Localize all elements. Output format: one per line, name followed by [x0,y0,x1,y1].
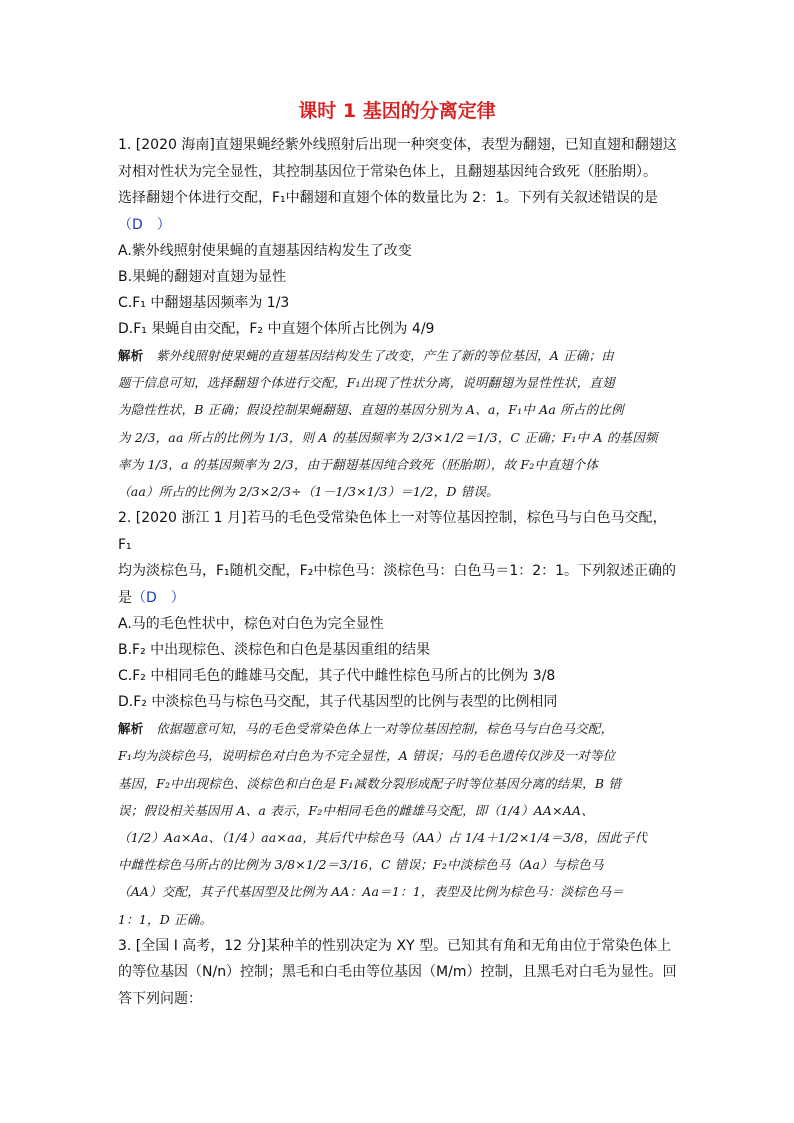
analysis-line: （aa）所占的比例为 2/3×2/3÷（1－1/3×1/3）＝1/2，D 错误。 [118,484,499,500]
question-2-analysis [118,715,678,933]
answer-choice: （D ） [132,589,185,606]
question-2-stem-end: 是 [118,589,132,606]
question-3 [118,933,678,1013]
analysis-line: （AA）交配，其子代基因型及比例为 AA：Aa＝1：1，表型及比例为棕色马：淡棕色马＝ [118,884,625,900]
analysis-line: F₁均为淡棕色马，说明棕色对白色为不完全显性，A 错误；马的毛色遗传仅涉及一对等位 [118,748,616,764]
analysis-line: 1：1，D 正确。 [118,911,213,927]
question-1-option-d: D.F₁ 果蝇自由交配，F₂ 中直翅个体所占比例为 4/9 [118,321,435,337]
question-1-line-2: 对相对性状为完全显性，其控制基因位于常染色体上，且翻翅基因纯合致死（胚胎期）。 [118,163,657,180]
document-content [118,132,678,1012]
question-2-line-2: 均为淡棕色马，F₁随机交配，F₂中棕色马：淡棕色马：白色马＝1：2：1。下列叙述正确的 [118,563,677,580]
analysis-label: 解析 [118,348,144,363]
question-1-option-b: B.果蝇的翻翅对直翅为显性 [118,269,287,285]
analysis-line: （1/2）Aa×Aa、（1/4）aa×aa，其后代中棕色马（AA）占 1/4＋1/2×1/4＝3/8，因此子代 [118,830,648,846]
question-1-analysis [118,342,678,505]
analysis-line: 为 2/3，aa 所占的比例为 1/3，则 A 的基因频率为 2/3×1/2＝1/3，C 正确；F₁中 A 的基因频 [118,429,658,445]
analysis-line: 为隐性性状，B 正确；假设控制果蝇翻翅、直翅的基因分别为 A、a，F₁中 Aa 所占的比例 [118,402,624,418]
question-2-line-1: 2. [2020 浙江 1 月]若马的毛色受常染色体上一对等位基因控制，棕色马与白色马交配，F₁ [118,510,667,553]
page-title: 课时 1 基因的分离定律 [298,100,496,122]
answer-choice: （D ） [118,216,171,233]
question-3-line-3: 答下列问题： [118,990,202,1007]
analysis-line: 紫外线照射使果蝇的直翅基因结构发生了改变，产生了新的等位基因，A 正确；由 [143,348,615,363]
question-2-option-b: B.F₂ 中出现棕色、淡棕色和白色是基因重组的结果 [118,642,431,659]
analysis-label: 解析 [118,721,144,737]
question-1-answer [118,212,678,239]
question-2-option-c: C.F₂ 中相同毛色的雌雄马交配，其子代中雌性棕色马所占的比例为 3/8 [118,668,556,685]
analysis-line: 误；假设相关基因用 A、a 表示，F₂中相同毛色的雌雄马交配，即（1/4）AA×AA、 [118,802,594,818]
question-1-line-1: 1. [2020 海南]直翅果蝇经紫外线照射后出现一种突变体，表型为翻翅，已知直翅和翻翅这 [118,137,677,153]
question-3-line-1: 3. [全国 I 高考，12 分]某种羊的性别决定为 XY 型。已知其有角和无角由位于常染色体上 [118,937,672,954]
question-1-option-c: C.F₁ 中翻翅基因频率为 1/3 [118,295,290,311]
analysis-line: 率为 1/3，a 的基因频率为 2/3，由于翻翅基因纯合致死（胚胎期），故 F₂中直翅个体 [118,456,599,472]
question-2-option-a: A.马的毛色性状中，棕色对白色为完全显性 [118,616,384,633]
question-1-option-a: A.紫外线照射使果蝇的直翅基因结构发生了改变 [118,243,412,259]
question-1 [118,132,678,505]
analysis-line: 依据题意可知，马的毛色受常染色体上一对等位基因控制，棕色马与白色马交配， [143,721,614,737]
question-2 [118,505,678,933]
question-2-option-d: D.F₂ 中淡棕色马与棕色马交配，其子代基因型的比例与表型的比例相同 [118,694,558,711]
analysis-line: 题干信息可知，选择翻翅个体进行交配，F₁出现了性状分离，说明翻翅为显性性状，直翅 [118,375,615,391]
analysis-line: 基因，F₂中出现棕色、淡棕色和白色是 F₁减数分裂形成配子时等位基因分离的结果，B 错 [118,775,622,791]
question-2-line-3 [118,585,678,612]
analysis-line: 中雌性棕色马所占的比例为 3/8×1/2＝3/16，C 错误；F₂中淡棕色马（Aa）与棕色马 [118,857,604,873]
question-1-line-3: 选择翻翅个体进行交配，F₁中翻翅和直翅个体的数量比为 2：1。下列有关叙述错误的是 [118,190,658,206]
question-3-line-2: 的等位基因（N/n）控制；黑毛和白毛由等位基因（M/m）控制，且黑毛对白毛为显性。回 [118,964,677,981]
